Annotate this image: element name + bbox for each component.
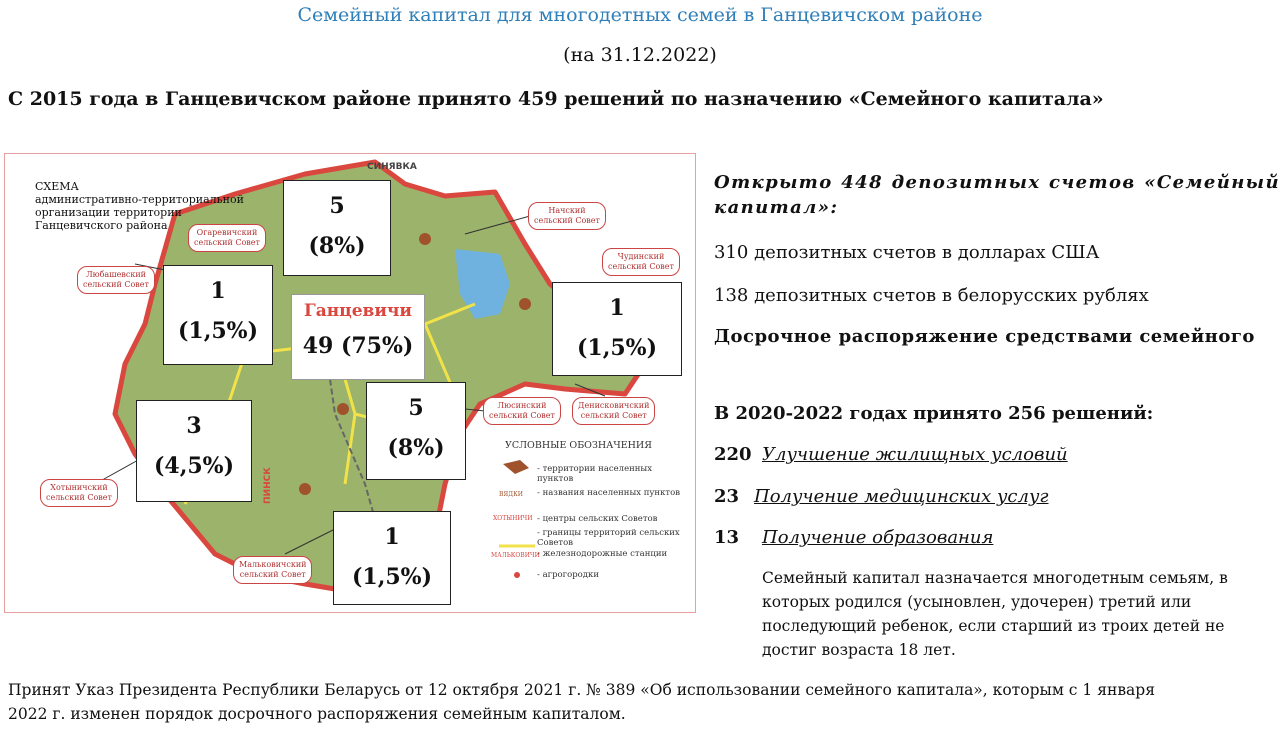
stat-box: 1 (1,5%) (163, 265, 273, 365)
legend-item: - границы территорий сельских Советов (537, 528, 680, 548)
legend-sample: ХОТЫНИЧИ (493, 515, 533, 522)
legend-sample: МАЛЬКОВИЧИ (491, 552, 540, 559)
settlement-icon (519, 298, 531, 310)
headline: С 2015 года в Ганцевичском районе принято 459 решений по назначению «Семейного капитала» (8, 88, 1104, 110)
decision-item: 220 Улучшение жилищных условий (714, 444, 1068, 465)
center-name: Ганцевичи (303, 301, 413, 321)
schema-line: административно-территориальной (35, 193, 244, 206)
schema-title: СХЕМА (35, 180, 79, 193)
sovet-label-khotynichi: Хотыничский сельский Совет (40, 479, 118, 507)
note-paragraph: Семейный капитал назначается многодетным семьям, в которых родился (усыновлен, удочерен) третий или последующий ребенок, если старший из троих детей не достиг возраста 18 лет. (762, 569, 1228, 659)
legend-item: - железнодорожные станции (537, 549, 668, 559)
deposits-byn: 138 депозитных счетов в белорусских рублях (714, 285, 1149, 306)
sovet-label-malkovichi: Мальковичский сельский Совет (233, 556, 312, 584)
schema-line: организации территории (35, 206, 182, 219)
legend-item: - названия населенных пунктов (537, 488, 680, 498)
legend-agrotown-sample (514, 572, 520, 578)
place-label-top: СИНЯВКА (367, 162, 417, 172)
deposits-usd: 310 депозитных счетов в долларах США (714, 242, 1100, 263)
decision-item: 13 Получение образования (714, 527, 994, 548)
report-date: (на 31.12.2022) (563, 44, 717, 66)
legend-sample: ВЯДКИ (499, 491, 524, 498)
center-value: 49 (75%) (302, 333, 414, 359)
footer-line: Принят Указ Президента Республики Беларусь от 12 октября 2021 г. № 389 «Об использовании семейного капитала», которым с 1 января (8, 681, 1155, 699)
decision-item: 23 Получение медицинских услуг (714, 486, 1049, 507)
early-use-text: Досрочное распоряжение средствами семейного (714, 326, 1255, 347)
stat-box: 1 (1,5%) (333, 511, 451, 605)
legend-item: - агрогородки (537, 570, 599, 580)
footer-note (8, 678, 1268, 726)
legend-title: УСЛОВНЫЕ ОБОЗНАЧЕНИЯ (505, 440, 652, 451)
decisions-heading: В 2020-2022 годах принято 256 решений: (714, 403, 1154, 424)
deposits-heading: Открыто 448 депозитных счетов «Семейный капитал»: (714, 172, 1280, 218)
page-title: Семейный капитал для многодетных семей в Ганцевичском районе (297, 4, 983, 26)
sovet-label-ogarevichi: Огаревичский сельский Совет (188, 224, 266, 252)
sovet-label-lyubashevo: Любашевский сельский Совет (77, 266, 155, 294)
sovet-label-denisovichi: Денисковичский сельский Совет (572, 397, 655, 425)
footer-line: 2022 г. изменен порядок досрочного распоряжения семейным капиталом. (8, 705, 626, 723)
settlement-icon (337, 403, 349, 415)
sovet-label-chudin: Чудинский сельский Совет (602, 248, 680, 276)
stat-box: 1 (1,5%) (552, 282, 682, 376)
legend-settlement-sample (503, 460, 529, 474)
settlement-icon (419, 233, 431, 245)
place-label-side: ПИНСК (263, 467, 273, 504)
settlement-icon (299, 483, 311, 495)
stat-box: 5 (8%) (283, 180, 391, 276)
schema-line: Ганцевичского района (35, 219, 168, 232)
stat-box: 3 (4,5%) (136, 400, 252, 502)
stat-box: 5 (8%) (366, 382, 466, 480)
center-label-box (291, 294, 425, 380)
sovet-label-nachi: Начский сельский Совет (528, 202, 606, 230)
legend-item: - территории населенных пунктов (537, 464, 652, 484)
legend-item: - центры сельских Советов (537, 514, 658, 524)
sovet-label-lyusino: Люсинский сельский Совет (483, 397, 561, 425)
district-map (4, 153, 696, 613)
